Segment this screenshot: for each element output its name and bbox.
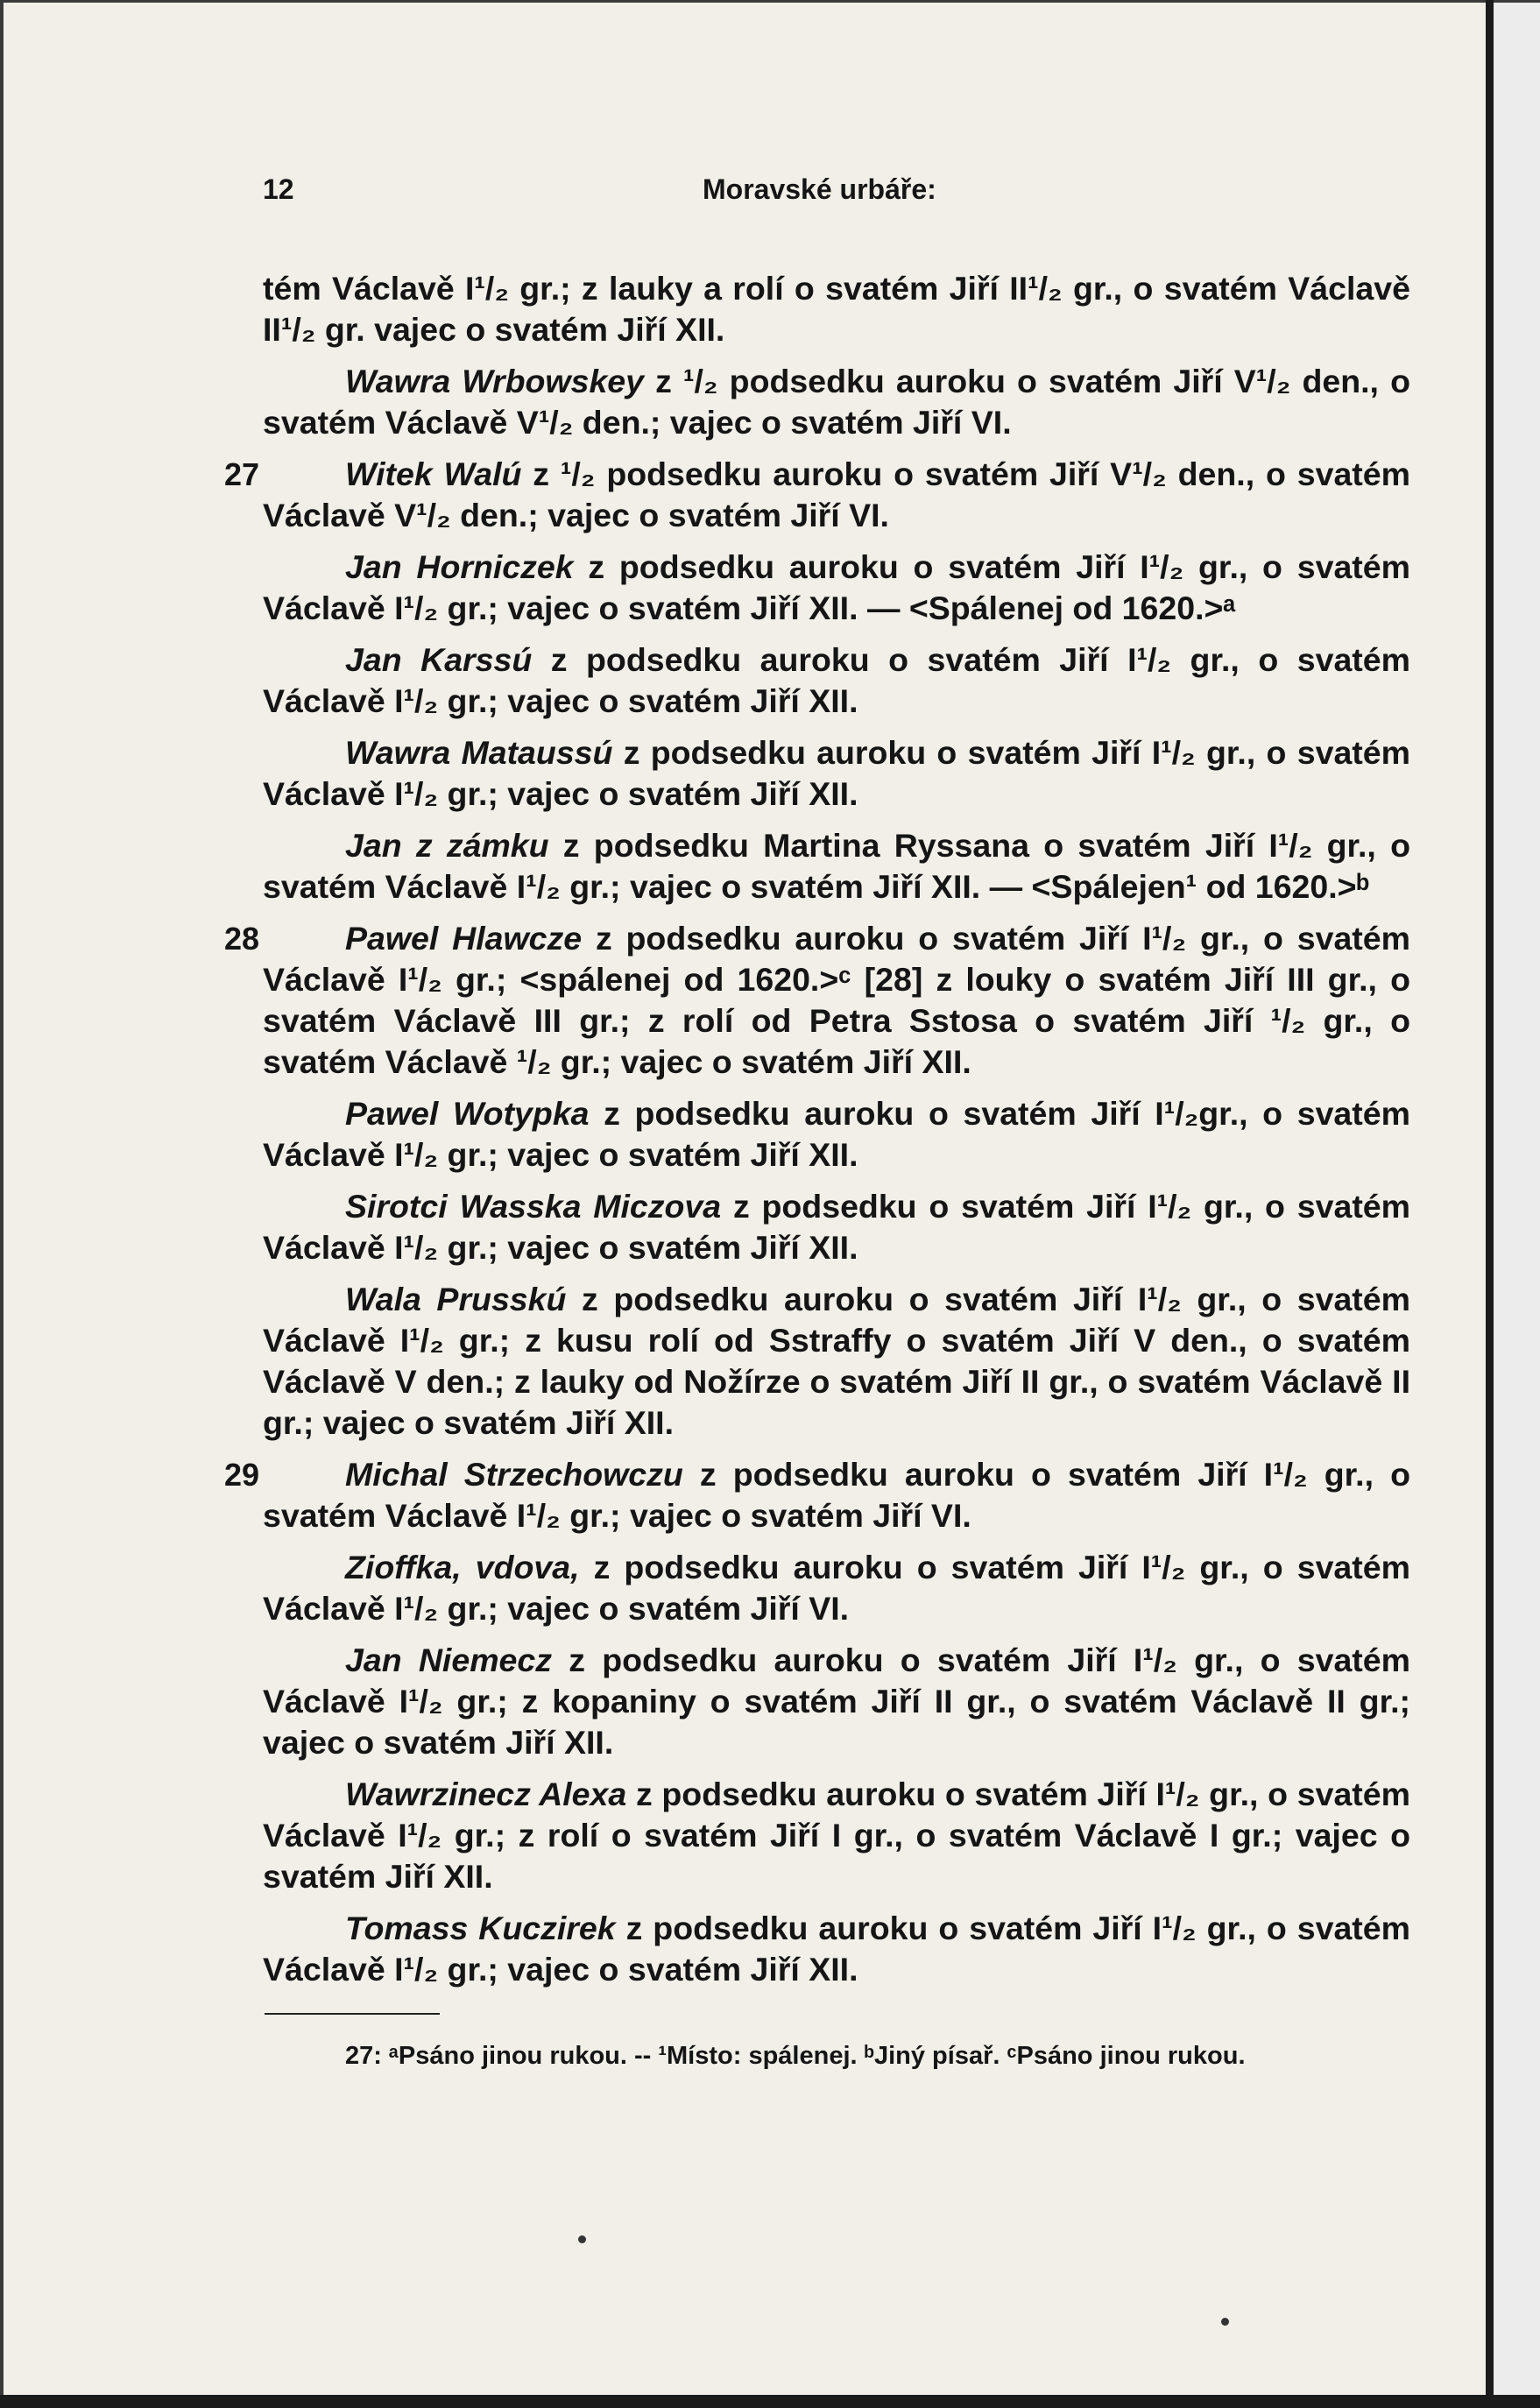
entry	[263, 732, 1410, 815]
entry	[263, 639, 1410, 722]
entry-name: Jan z zámku	[345, 827, 549, 864]
entry-name: Jan Niemecz	[345, 1642, 553, 1678]
entry-name: Pawel Wotypka	[345, 1095, 590, 1132]
entry	[224, 454, 1410, 536]
entry	[263, 1774, 1410, 1897]
scan-border-bottom	[0, 2395, 1540, 2408]
entry-name: Witek Walú	[345, 455, 522, 492]
entry	[263, 268, 1410, 350]
entry-name: Jan Karssú	[345, 641, 533, 678]
entry-name: Wawra Mataussú	[345, 734, 613, 771]
entry-text: z podsedku auroku o svatém Jiří I¹/₂ gr., o svatém Václavě I¹/₂ gr.; z rolí o svatém Jiří I gr., o svatém Václavě I gr.; vajec o svatém Jiří XII.	[263, 1776, 1410, 1895]
entry-text: z podsedku auroku o svatém Jiří I¹/₂gr., o svatém Václavě I¹/₂ gr.; vajec o svatém Jiří XII.	[263, 1095, 1410, 1173]
entry	[263, 1547, 1410, 1629]
entry-text: z podsedku auroku o svatém Jiří I¹/₂ gr., o svatém Václavě I¹/₂ gr.; vajec o svatém Jiří XII.	[263, 734, 1410, 812]
page-content	[224, 166, 1411, 2098]
entry-text: tém Václavě I¹/₂ gr.; z lauky a rolí o svatém Jiří II¹/₂ gr., o svatém Václavě II¹/₂ gr. vajec o svatém Jiří XII.	[263, 270, 1410, 348]
footnote-rule	[265, 2013, 440, 2015]
entry	[263, 1640, 1410, 1763]
margin-number: 28	[224, 921, 260, 957]
scan-border-top	[0, 0, 1540, 3]
entry	[263, 547, 1410, 629]
entry-name: Jan Horniczek	[345, 548, 574, 585]
entry-text: z podsedku auroku o svatém Jiří I¹/₂ gr., o svatém Václavě I¹/₂ gr.; vajec o svatém Jiří XII. — <Spálenej od 1620.>ᵃ	[263, 548, 1410, 626]
entry-text: z podsedku auroku o svatém Jiří I¹/₂ gr., o svatém Václavě I¹/₂ gr.; vajec o svatém Jiří VI.	[263, 1549, 1410, 1627]
entry-name: Wawrzinecz Alexa	[345, 1776, 627, 1812]
scan-border-right	[1486, 0, 1494, 2408]
page-number: 12	[263, 173, 294, 205]
speck-mark	[1221, 2318, 1229, 2326]
entry-name: Michal Strzechowczu	[345, 1456, 683, 1493]
scan-border-left	[0, 0, 4, 2408]
entry-text: z podsedku auroku o svatém Jiří I¹/₂ gr., o svatém Václavě I¹/₂ gr.; z kopaniny o svatém Jiří II gr., o svatém Václavě II gr.; vajec o svatém Jiří XII.	[263, 1642, 1410, 1761]
entry	[263, 361, 1410, 443]
footnote: 27: ᵃPsáno jinou rukou. -- ¹Místo: spálenej. ᵇJiný písař. ᶜPsáno jinou rukou.	[345, 2042, 1246, 2070]
entry	[263, 1186, 1410, 1268]
page-outside-area	[1494, 0, 1540, 2408]
entry-text: z podsedku auroku o svatém Jiří I¹/₂ gr., o svatém Václavě I¹/₂ gr.; vajec o svatém Jiří XII.	[263, 641, 1410, 719]
entry-text: z podsedku auroku o svatém Jiří I¹/₂ gr., o svatém Václavě I¹/₂ gr.; vajec o svatém Jiří XII.	[263, 1910, 1410, 1988]
running-title: Moravské urbáře:	[703, 173, 936, 205]
entry-name: Tomass Kuczirek	[345, 1910, 616, 1946]
margin-number: 29	[224, 1457, 260, 1493]
entry	[224, 918, 1410, 1083]
entry-name: Sirotci Wasska Miczova	[345, 1188, 722, 1225]
entry	[263, 1908, 1410, 1990]
entry-name: Wawra Wrbowskey	[345, 363, 645, 399]
speck-mark	[578, 2235, 586, 2243]
document-body	[224, 268, 1411, 2073]
entry	[224, 1454, 1410, 1536]
entry-text: z podsedku auroku o svatém Jiří I¹/₂ gr., o svatém Václavě I¹/₂ gr.; z kusu rolí od Sstraffy o svatém Jiří V den., o svatém Václavě V den.; z lauky od Nožírze o svatém Jiří II gr., o svatém Václavě II gr.; vajec o svatém Jiří XII.	[263, 1281, 1410, 1441]
entry-name: Wala Prusskú	[345, 1281, 567, 1317]
entry	[263, 825, 1410, 907]
entry-name: Zioffka, vdova,	[345, 1549, 580, 1585]
entry-text: z podsedku o svatém Jiří I¹/₂ gr., o svatém Václavě I¹/₂ gr.; vajec o svatém Jiří XII.	[263, 1188, 1411, 1266]
entry-text: z podsedku auroku o svatém Jiří I¹/₂ gr., o svatém Václavě I¹/₂ gr.; <spálenej od 1620.>ᶜ [28] z louky o svatém Jiří III gr., o svatém Václavě III gr.; z rolí od Petra Sstosa o svatém Jiří ¹/₂ gr., o svatém Václavě ¹/₂ gr.; vajec o svatém Jiří XII.	[263, 920, 1410, 1080]
entry-name: Pawel Hlawcze	[345, 920, 583, 957]
entry-text: z ¹/₂ podsedku auroku o svatém Jiří V¹/₂ den., o svatém Václavě V¹/₂ den.; vajec o svatém Jiří VI.	[263, 363, 1410, 441]
entry-text: z podsedku Martina Ryssana o svatém Jiří I¹/₂ gr., o svatém Václavě I¹/₂ gr.; vajec o svatém Jiří XII. — <Spálejen¹ od 1620.>ᵇ	[263, 827, 1410, 905]
entry	[263, 1279, 1410, 1444]
entry-text: z podsedku auroku o svatém Jiří I¹/₂ gr., o svatém Václavě I¹/₂ gr.; vajec o svatém Jiří VI.	[263, 1456, 1410, 1534]
running-header	[263, 166, 1410, 219]
entry-text: z ¹/₂ podsedku auroku o svatém Jiří V¹/₂ den., o svatém Václavě V¹/₂ den.; vajec o svatém Jiří VI.	[263, 455, 1410, 533]
entry	[263, 1093, 1410, 1176]
margin-number: 27	[224, 456, 260, 492]
